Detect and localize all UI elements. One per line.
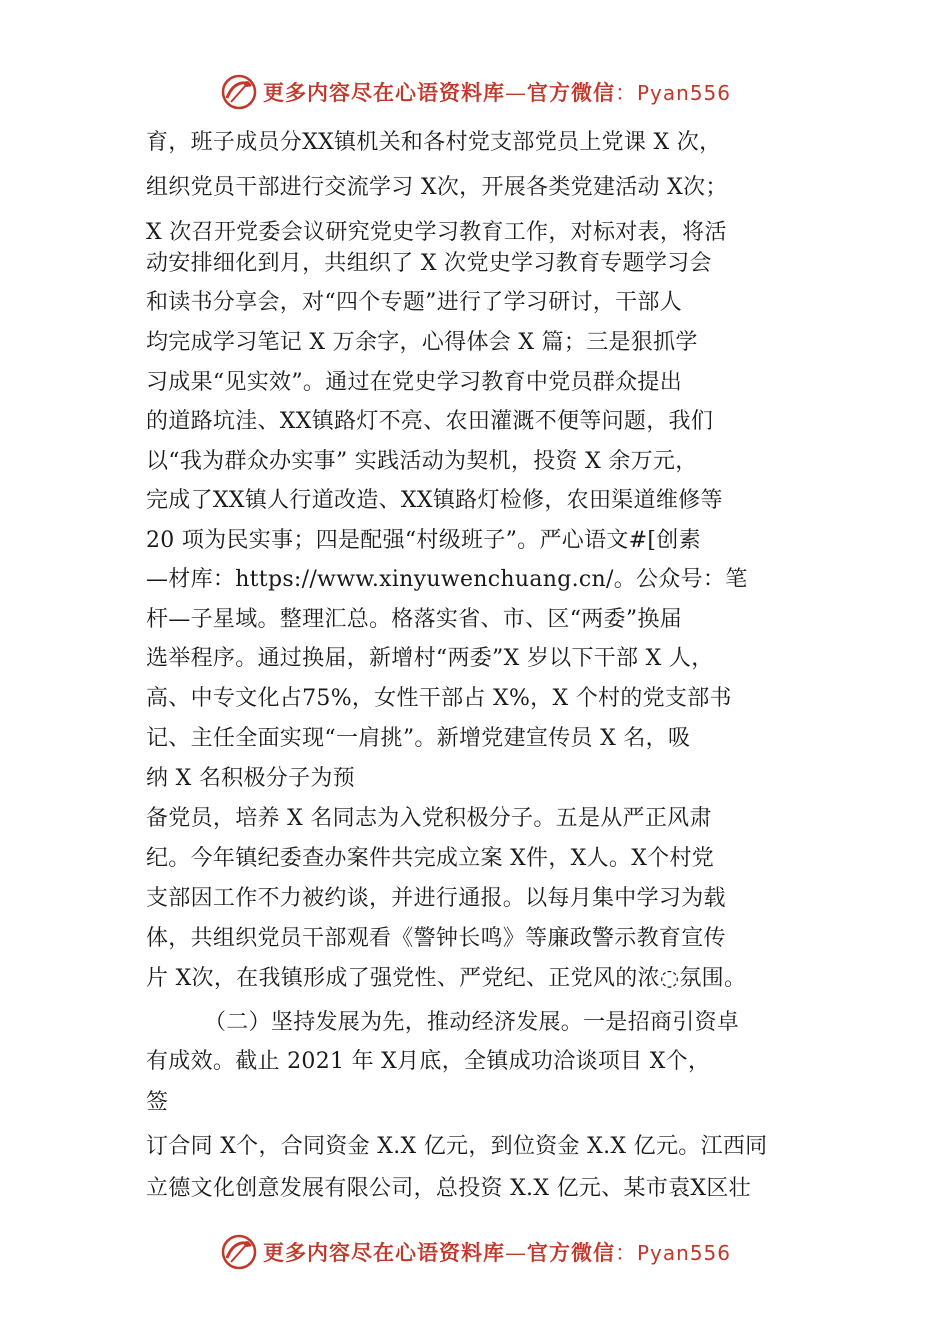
body-line: 20 项为民实事；四是配强“村级班子”。严心语文#[创素 xyxy=(146,528,701,553)
body-line: —材库：https://www.xinyuwenchuang.cn/。公众号：笔 xyxy=(146,567,748,592)
header-banner-wechat-label: 官方微信 xyxy=(526,80,615,105)
body-line: 动安排细化到月，共组织了 X 次党史学习教育专题学习会 xyxy=(146,251,712,276)
body-line: 记、主任全面实现“一肩挑”。新增党建宣传员 X 名，吸 xyxy=(146,726,691,751)
footer-banner-text xyxy=(263,1237,731,1267)
header-banner-colon: ： xyxy=(614,81,637,105)
header-banner-wechat-id: Pyan556 xyxy=(636,81,731,105)
footer-banner-main: 更多内容尽在心语资料库 xyxy=(262,1240,505,1265)
footer-banner-colon: ： xyxy=(614,1241,637,1265)
body-line: 纳 X 名积极分子为预 xyxy=(146,766,355,791)
footer-banner-wechat-label: 官方微信 xyxy=(526,1240,615,1265)
body-line: 体，共组织党员干部观看《警钟长鸣》等廉政警示教育宣传 xyxy=(146,926,726,951)
body-line: 有成效。截止 2021 年 X月底，全镇成功洽谈项目 X个， xyxy=(146,1049,711,1074)
body-line: （二）坚持发展为先，推动经济发展。一是招商引资卓 xyxy=(204,1010,740,1035)
body-line: 和读书分享会，对“四个专题”进行了学习研讨，干部人 xyxy=(146,290,682,315)
body-line: 备党员，培养 X 名同志为入党积极分子。五是从严正风肃 xyxy=(146,806,712,831)
body-line: 片 X次，在我镇形成了强党性、严党纪、正党风的浓◌氛围。 xyxy=(146,966,747,991)
body-line: 签 xyxy=(146,1090,169,1115)
body-line: 高、中专文化占75%，女性干部占 X%，X 个村的党支部书 xyxy=(146,686,732,711)
body-line: 均完成学习笔记 X 万余字，心得体会 X 篇；三是狠抓学 xyxy=(146,330,698,355)
body-line: 习成果“见实效”。通过在党史学习教育中党员群众提出 xyxy=(146,370,682,395)
header-watermark-banner xyxy=(0,70,950,114)
body-line: 纪。今年镇纪委查办案件共完成立案 X件，X人。X个村党 xyxy=(146,846,715,871)
body-line: 以“我为群众办实事” 实践活动为契机，投资 X 余万元， xyxy=(146,449,698,474)
body-line: 完成了XX镇人行道改造、XX镇路灯检修，农田渠道维修等 xyxy=(146,488,723,513)
header-banner-text xyxy=(263,77,731,107)
body-line: 支部因工作不力被约谈，并进行通报。以每月集中学习为载 xyxy=(146,886,726,911)
body-line: 订合同 X个，合同资金 X.X 亿元，到位资金 X.X 亿元。江西同 xyxy=(146,1134,768,1159)
logo-icon xyxy=(219,72,259,112)
body-line: X 次召开党委会议研究党史学习教育工作，对标对表，将活 xyxy=(146,220,727,245)
footer-banner-dash: — xyxy=(504,1241,527,1265)
logo-icon xyxy=(219,1232,259,1272)
header-banner-dash: — xyxy=(504,81,527,105)
body-line: 组织党员干部进行交流学习 X次，开展各类党建活动 X次； xyxy=(146,175,728,200)
body-line: 育，班子成员分XX镇机关和各村党支部党员上党课 X 次， xyxy=(146,130,722,155)
footer-watermark-banner xyxy=(0,1230,950,1274)
footer-banner-wechat-id: Pyan556 xyxy=(636,1241,731,1265)
body-line: 立德文化创意发展有限公司，总投资 X.X 亿元、某市袁X区壮 xyxy=(146,1176,751,1201)
body-line: 的道路坑洼、XX镇路灯不亮、农田灌溉不便等问题，我们 xyxy=(146,409,714,434)
body-line: 杆—子星域。整理汇总。格落实省、市、区“两委”换届 xyxy=(146,607,682,632)
header-banner-main: 更多内容尽在心语资料库 xyxy=(262,80,505,105)
body-line: 选举程序。通过换届，新增村“两委”X 岁以下干部 X 人， xyxy=(146,646,714,671)
